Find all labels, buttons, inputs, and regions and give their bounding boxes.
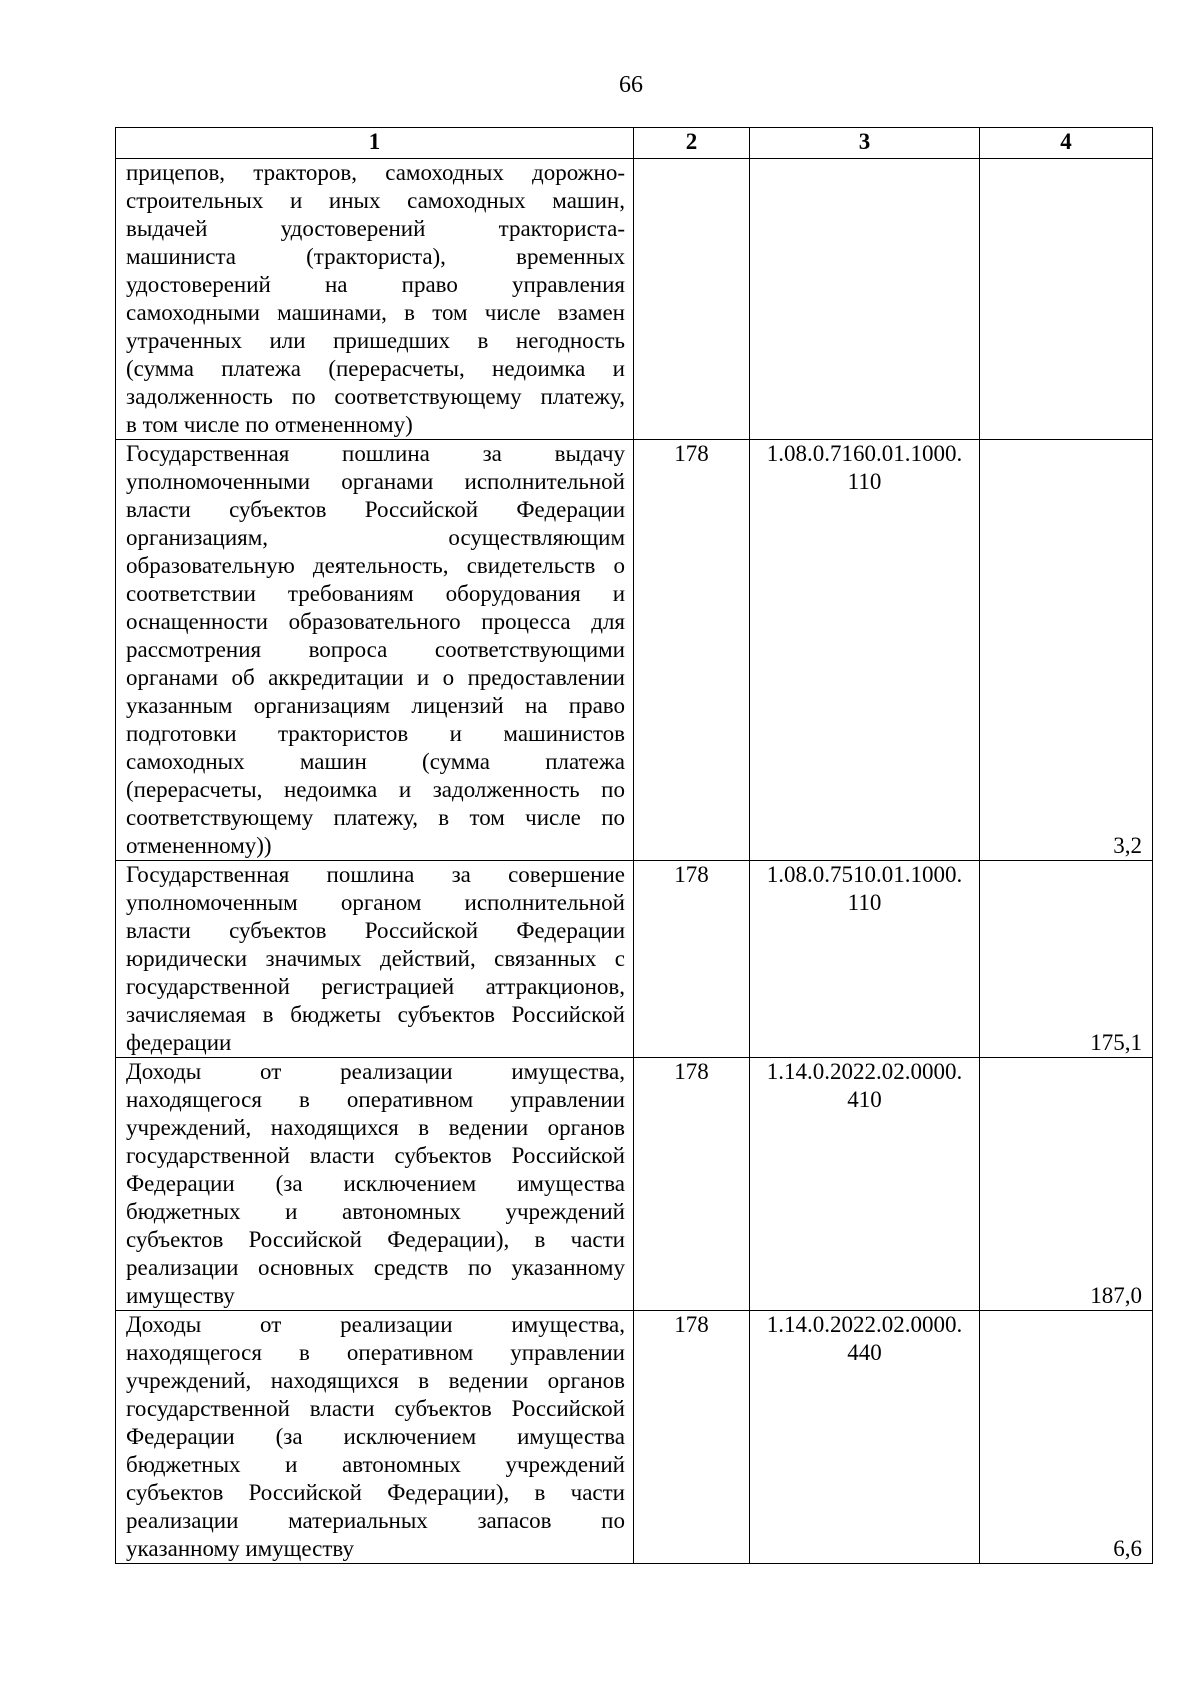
row-budget-code xyxy=(750,861,980,1058)
row-budget-code xyxy=(750,159,980,440)
description-line: находящегося в оперативном управлении xyxy=(126,1340,625,1365)
row-admin-code: 178 xyxy=(634,1311,750,1564)
description-line: Федерации (за исключением имущества xyxy=(126,1171,625,1196)
description-line: отмененному)) xyxy=(126,833,272,858)
description-line: Доходы от реализации имущества, xyxy=(126,1312,625,1337)
budget-code-part-2: 440 xyxy=(847,1340,882,1365)
description-line: Государственная пошлина за совершение xyxy=(126,862,625,887)
row-amount: 3,2 xyxy=(980,440,1153,861)
description-line: организациям, осуществляющим xyxy=(126,525,625,550)
row-amount xyxy=(980,159,1153,440)
description-line: машиниста (тракториста), временных xyxy=(126,244,625,269)
row-admin-code: 178 xyxy=(634,440,750,861)
budget-code-part-2: 110 xyxy=(847,469,882,494)
row-description xyxy=(116,1311,634,1564)
description-line: утраченных или пришедших в негодность xyxy=(126,328,625,353)
row-description xyxy=(116,440,634,861)
description-line: имуществу xyxy=(126,1283,235,1308)
description-line: Федерации (за исключением имущества xyxy=(126,1424,625,1449)
description-line: (сумма платежа (перерасчеты, недоимка и xyxy=(126,356,625,381)
table-header-row xyxy=(116,128,1153,159)
description-line: государственной власти субъектов Российской xyxy=(126,1143,625,1168)
description-line: бюджетных и автономных учреждений xyxy=(126,1452,625,1477)
description-line: федерации xyxy=(126,1030,232,1055)
description-line: оснащенности образовательного процесса для xyxy=(126,609,625,634)
table-row xyxy=(116,1311,1153,1564)
description-line: (перерасчеты, недоимка и задолженность по xyxy=(126,777,625,802)
row-description xyxy=(116,861,634,1058)
description-line: образовательную деятельность, свидетельств о xyxy=(126,553,625,578)
description-line: юридически значимых действий, связанных с xyxy=(126,946,625,971)
description-line: прицепов, тракторов, самоходных дорожно- xyxy=(126,160,625,185)
header-col-1: 1 xyxy=(116,128,634,159)
row-budget-code xyxy=(750,1311,980,1564)
budget-code-part-1: 1.14.0.2022.02.0000. xyxy=(766,1312,963,1337)
row-description xyxy=(116,1058,634,1311)
description-line: зачисляемая в бюджеты субъектов Российской xyxy=(126,1002,625,1027)
description-line: находящегося в оперативном управлении xyxy=(126,1087,625,1112)
description-line: Государственная пошлина за выдачу xyxy=(126,441,625,466)
description-line: власти субъектов Российской Федерации xyxy=(126,918,625,943)
description-line: учреждений, находящихся в ведении органов xyxy=(126,1368,625,1393)
description-line: учреждений, находящихся в ведении органов xyxy=(126,1115,625,1140)
description-line: реализации материальных запасов по xyxy=(126,1508,625,1533)
description-line: Доходы от реализации имущества, xyxy=(126,1059,625,1084)
header-col-4: 4 xyxy=(980,128,1153,159)
description-line: соответствии требованиям оборудования и xyxy=(126,581,625,606)
row-budget-code xyxy=(750,440,980,861)
description-line: задолженность по соответствующему платежу, xyxy=(126,384,625,409)
description-line: государственной регистрацией аттракционов, xyxy=(126,974,625,999)
budget-code-part-1: 1.14.0.2022.02.0000. xyxy=(766,1059,963,1084)
description-line: уполномоченными органами исполнительной xyxy=(126,469,625,494)
description-line: самоходных машин (сумма платежа xyxy=(126,749,625,774)
description-line: строительных и иных самоходных машин, xyxy=(126,188,625,213)
table-row xyxy=(116,159,1153,440)
budget-code-part-2: 110 xyxy=(847,890,882,915)
header-col-3: 3 xyxy=(750,128,980,159)
table-row xyxy=(116,440,1153,861)
page-number: 66 xyxy=(619,72,643,98)
row-amount: 175,1 xyxy=(980,861,1153,1058)
description-line: указанным организациям лицензий на право xyxy=(126,693,625,718)
description-line: выдачей удостоверений тракториста- xyxy=(126,216,625,241)
description-line: субъектов Российской Федерации), в части xyxy=(126,1480,625,1505)
row-amount: 6,6 xyxy=(980,1311,1153,1564)
row-budget-code xyxy=(750,1058,980,1311)
budget-code-part-1: 1.08.0.7510.01.1000. xyxy=(766,862,963,887)
row-admin-code: 178 xyxy=(634,861,750,1058)
description-line: в том числе по отмененному) xyxy=(126,412,413,437)
row-admin-code: 178 xyxy=(634,1058,750,1311)
description-line: субъектов Российской Федерации), в части xyxy=(126,1227,625,1252)
budget-code-part-1: 1.08.0.7160.01.1000. xyxy=(766,441,963,466)
row-amount: 187,0 xyxy=(980,1058,1153,1311)
description-line: власти субъектов Российской Федерации xyxy=(126,497,625,522)
description-line: самоходными машинами, в том числе взамен xyxy=(126,300,625,325)
table-row xyxy=(116,1058,1153,1311)
description-line: государственной власти субъектов Российской xyxy=(126,1396,625,1421)
row-description xyxy=(116,159,634,440)
revenue-table xyxy=(115,127,1153,1564)
description-line: бюджетных и автономных учреждений xyxy=(126,1199,625,1224)
table-row xyxy=(116,861,1153,1058)
row-admin-code xyxy=(634,159,750,440)
description-line: указанному имуществу xyxy=(126,1536,355,1561)
description-line: удостоверений на право управления xyxy=(126,272,625,297)
description-line: реализации основных средств по указанному xyxy=(126,1255,625,1280)
budget-code-part-2: 410 xyxy=(847,1087,882,1112)
description-line: соответствующему платежу, в том числе по xyxy=(126,805,625,830)
header-col-2: 2 xyxy=(634,128,750,159)
description-line: рассмотрения вопроса соответствующими xyxy=(126,637,625,662)
description-line: подготовки трактористов и машинистов xyxy=(126,721,625,746)
description-line: органами об аккредитации и о предоставлении xyxy=(126,665,625,690)
description-line: уполномоченным органом исполнительной xyxy=(126,890,625,915)
table-body xyxy=(116,159,1153,1564)
